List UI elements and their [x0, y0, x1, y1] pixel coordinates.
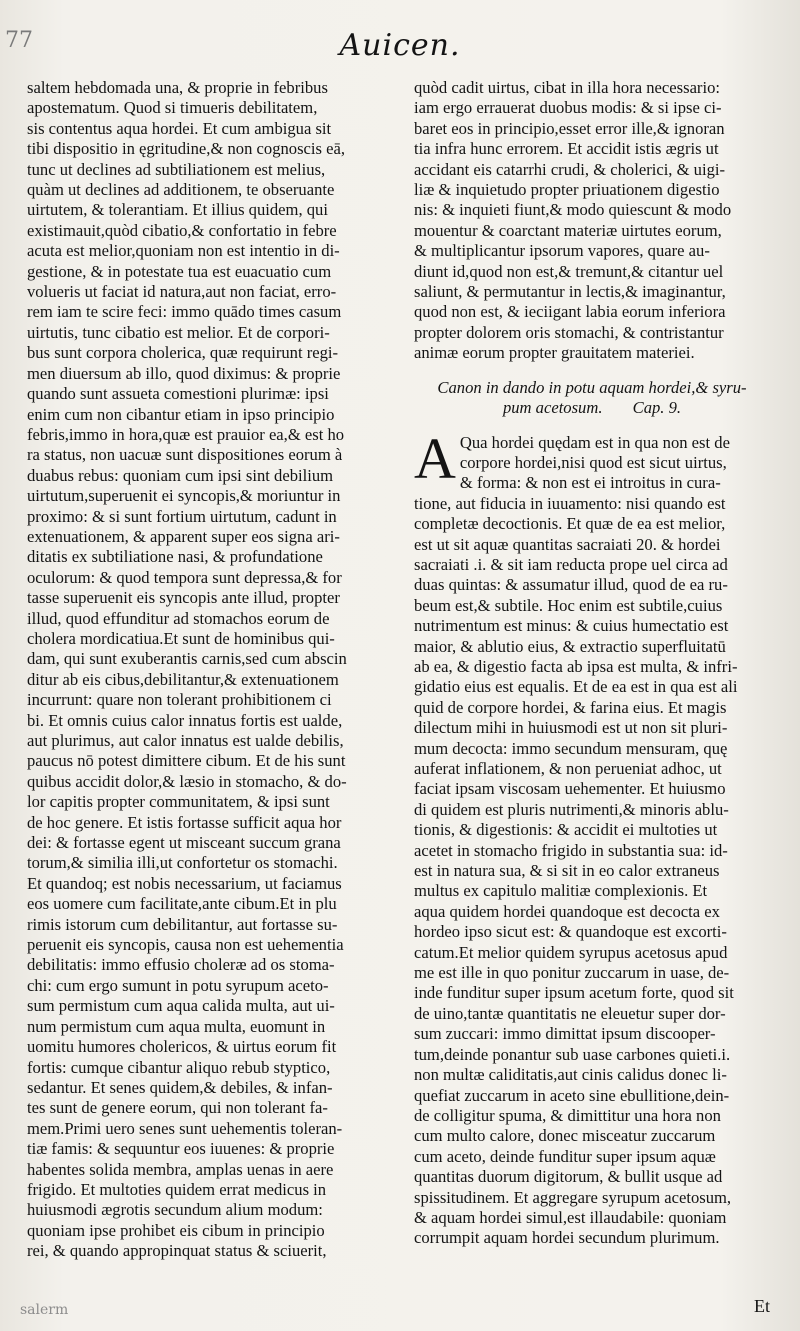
- text-line: quoniam ipse prohibet eis cibum in principio: [27, 1220, 325, 1240]
- text-line: maior, & ablutio eius, & extractio superfluitatū: [414, 636, 726, 656]
- chapter-label: Cap. 9.: [632, 398, 682, 418]
- text-line: volueris ut faciat id natura,aut non faciat, erro-: [27, 282, 337, 302]
- text-line: tione, aut fiducia in iuuamento: nisi quando est: [414, 493, 726, 513]
- text-line: ditatis ex subtiliatione nasi, & profundatione: [27, 547, 323, 567]
- text-line: aut plurimus, aut calor innatus est ualde debilis,: [27, 731, 344, 750]
- text-line: tiæ famis: & sequuntur eos iuuenes: & proprie: [27, 1139, 335, 1159]
- text-line: catum.Et melior quidem syrupus acetosus apud: [414, 942, 728, 962]
- text-line: de uino,tantæ quantitatis ne eleuetur super dor-: [414, 1003, 726, 1023]
- text-line: tia infra hunc errorem. Et accidit istis ægris ut: [414, 139, 719, 159]
- text-line: cholera mordicatiua.Et sunt de hominibus qui-: [27, 628, 335, 648]
- text-line: men diuersum ab illo, quod diximus: & proprie: [27, 363, 341, 383]
- chapter-heading-second: [414, 398, 770, 418]
- text-line: & forma: & non est ei introitus in cura-: [459, 473, 721, 493]
- text-line: hordeo ipso sicut est: & quandoque est excorti-: [414, 922, 727, 942]
- text-line: extenuationem, & apparent super eos signa ari-: [27, 526, 340, 546]
- text-line: quid de corpore hordei, & farina eius. Et magis: [414, 697, 727, 717]
- text-line: duabus rebus: quoniam cum ipsi sint debilium: [27, 465, 334, 485]
- text-line: febris,immo in hora,quæ est prauior ea,& est ho: [27, 424, 345, 444]
- text-line: gestione, & in potestate tua est euacuatio cum: [27, 261, 332, 281]
- text-line: ditur ab eis cibus,debilitantur,& extenuationem: [27, 669, 339, 689]
- text-line: gidatio eius est equalis. Et de ea est in qua est ali: [414, 677, 738, 697]
- text-line: eos uomere cum facilitate,ante cibum.Et in plu: [27, 894, 337, 914]
- text-line: illud, quod effunditur ad stomachos eorum de: [27, 608, 330, 628]
- right-column-top: [414, 78, 770, 364]
- text-line: spissitudinem. Et aggregare syrupum acetosum,: [414, 1187, 732, 1207]
- right-column: [414, 78, 770, 1249]
- text-line: de hoc genere. Et istis fortasse sufficit aqua hor: [27, 812, 342, 832]
- text-line: non multæ caliditatis,aut cinis calidus donec li-: [414, 1065, 727, 1085]
- text-line: fortis: cumque cibantur aliquo rebub styptico,: [27, 1057, 331, 1077]
- text-line: tes sunt de genere eorum, qui non tolerant fa-: [27, 1098, 328, 1118]
- left-column: [27, 78, 399, 1262]
- text-line: quod non est, & ieciigant labia eorum inferiora: [414, 302, 726, 322]
- text-line: dilectum mihi in huiusmodi est ut non sit pluri-: [414, 718, 728, 738]
- text-line: num permistum cum aqua multa, euomunt in: [27, 1016, 326, 1036]
- text-line: uirtutis, tunc cibatio est melior. Et de corpori-: [27, 322, 330, 342]
- text-line: animæ eorum propter grauitatem materiei.: [414, 343, 695, 363]
- text-line: tibi dispositio in ęgritudine,& non cognoscis eā,: [27, 139, 346, 159]
- text-line: beum est,& subtile. Hoc enim est subtile,cuius: [414, 595, 723, 615]
- text-line: est ut sit aquæ quantitas sacraiati 20. & hordei: [414, 534, 721, 554]
- text-line: mem.Primi uero senes sunt uehementis toleran-: [27, 1118, 343, 1138]
- text-line: auferat inflationem, & non perueniat adhoc, ut: [414, 759, 722, 778]
- text-line: cum multo calore, donec misceatur zuccarum: [414, 1126, 716, 1146]
- text-line: ra status, non uacuæ sunt dispositiones eorum à: [27, 445, 343, 465]
- text-line: quòd cadit uirtus, cibat in illa hora necessario:: [414, 78, 720, 97]
- text-line: bi. Et omnis cuius calor innatus fortis est ualde,: [27, 710, 343, 730]
- text-line: sis contentus aqua hordei. Et cum ambigua sit: [27, 118, 332, 138]
- dropcap-paragraph: [414, 425, 770, 494]
- text-line: rei, & quando appropinquat status & sciuerit,: [27, 1241, 327, 1261]
- text-line: acetet in stomacho frigido in substantia sua: id-: [414, 840, 728, 860]
- bottom-mark: salerm: [20, 1302, 69, 1318]
- catchword: Et: [754, 1296, 770, 1316]
- text-line: acuta est melior,quoniam non est intentio in di-: [27, 241, 340, 261]
- text-line: nutrimentum est minus: & cuius humectatio est: [414, 616, 729, 636]
- text-line: debilitatis: immo effusio choleræ ad os stoma-: [27, 955, 335, 975]
- text-line: huiusmodi ægrotis secundum alium modum:: [27, 1200, 323, 1220]
- spacer: [414, 364, 770, 378]
- text-line: quàm ut declines ad additionem, te obseruante: [27, 180, 335, 200]
- text-line: existimauit,quòd cibatio,& confortatio in febre: [27, 220, 337, 240]
- text-line: torum,& similia illi,ut confortetur os stomachi.: [27, 853, 338, 873]
- chapter-heading: [414, 378, 770, 398]
- text-line: enim cum non cibantur etiam in ipso principio: [27, 404, 335, 424]
- text-line: dam, qui sunt exuberantis carnis,sed cum abscin: [27, 649, 347, 669]
- text-line: habentes solida membra, amplas uenas in aere: [27, 1159, 334, 1179]
- text-line: uirtutem, & tolerantiam. Et illius quidem, qui: [27, 200, 328, 220]
- chapter-heading-line2: pum acetosum.: [502, 398, 603, 418]
- text-line: uirtutum,superuenit ei syncopis,& moriuntur in: [27, 486, 341, 506]
- text-line: faciat ipsam viscosam uehementer. Et huiusmo: [414, 779, 726, 799]
- text-line: sedantur. Et senes quidem,& debiles, & infan-: [27, 1077, 333, 1097]
- text-line: & multiplicantur ipsorum vapores, quare au-: [414, 241, 710, 261]
- text-line: corpore hordei,nisi quod est sicut uirtus,: [459, 452, 727, 472]
- text-line: multus ex capitulo malitiæ complexionis. Et: [414, 881, 708, 901]
- text-line: & aquam hordei simul,est illaudabile: quoniam: [414, 1207, 727, 1227]
- text-line: tunc ut declines ad subtiliationem est melius,: [27, 159, 326, 179]
- text-line: saliunt, & permutantur in lectis,& imaginantur,: [414, 282, 726, 302]
- text-line: uomitu humores cholericos, & uirtus eorum fit: [27, 1037, 337, 1057]
- text-line: paucus nō potest dimittere cibum. Et de his sunt: [27, 751, 346, 771]
- text-line: corrumpit aquam hordei secundum plurimum.: [414, 1228, 720, 1248]
- text-line: bus sunt corpora cholerica, quæ requirunt regi-: [27, 343, 339, 363]
- text-line: oculorum: & quod tempora sunt depressa,& for: [27, 567, 342, 587]
- text-line: saltem hebdomada una, & proprie in febribus: [27, 78, 328, 97]
- text-line: inde funditur super ipsum acetum forte, quod sit: [414, 983, 734, 1003]
- text-line: di quidem est pluris nutrimenti,& minoris ablu-: [414, 799, 729, 819]
- text-line: proximo: & si sunt fortium uirtutum, cadunt in: [27, 506, 337, 526]
- text-line: liæ & inquietudo propter priuationem digestio: [414, 180, 720, 200]
- text-line: chi: cum ergo sumunt in potu syrupum aceto-: [27, 975, 329, 995]
- text-line: diunt id,quod non est,& tremunt,& citantur uel: [414, 261, 724, 281]
- text-line: peruenit eis syncopis, causa non est uehementia: [27, 935, 344, 955]
- text-line: rem iam te scire feci: immo quādo times casum: [27, 302, 342, 322]
- text-line: propter dolorem oris stomachi, & contristantur: [414, 322, 724, 342]
- text-line: iam ergo errauerat duobus modis: & si ipse ci-: [414, 98, 722, 118]
- text-line: quantitas duorum digitorum, & bullit usque ad: [414, 1167, 723, 1187]
- text-line: mum decocta: immo secundum mensuram, quę: [414, 738, 728, 758]
- text-line: quefiat zuccarum in aceto sine ebullitione,dein-: [414, 1085, 730, 1105]
- spacer: [414, 419, 770, 433]
- text-line: accidant eis catarrhi crudi, & cholerici, & uigi-: [414, 159, 726, 179]
- text-line: me est ille in quo ponitur zuccarum in uase, de-: [414, 963, 730, 983]
- text-line: rimis istorum cum debilitantur, aut fortasse su-: [27, 914, 338, 934]
- running-head: Auicen.: [339, 28, 461, 63]
- text-line: Qua hordei quędam est in qua non est de: [459, 432, 730, 452]
- text-line: frigido. Et multoties quidem errat medicus in: [27, 1179, 327, 1199]
- chapter-heading-line1: Canon in dando in potu aquam hordei,& syru-: [437, 377, 747, 397]
- text-line: tum,deinde ponantur sub uase carbones quieti.i.: [414, 1044, 731, 1064]
- text-line: Et quandoq; est nobis necessarium, ut faciamus: [27, 873, 342, 893]
- text-line: est in natura sua, & si sit in eo calor extraneus: [414, 861, 720, 881]
- text-line: nis: & inquieti fiunt,& modo quiescunt & modo: [414, 200, 732, 220]
- right-column-body: [414, 494, 770, 1249]
- text-line: lor capitis propter communitatem, & ipsi sunt: [27, 792, 330, 812]
- text-line: sacraiati .i. & sit iam reducta prope uel circa ad: [414, 554, 728, 574]
- text-line: cum aceto, deinde funditur super ipsum aquæ: [414, 1146, 716, 1166]
- text-line: baret eos in principio,esset error ille,& ignoran: [414, 118, 725, 138]
- text-line: de colligitur spuma, & dimittitur una hora non: [414, 1105, 721, 1125]
- text-line: dei: & fortasse egent ut misceant succum grana: [27, 833, 341, 853]
- text-line: sum permistum cum aqua calida multa, aut ui-: [27, 996, 335, 1016]
- text-line: duas quintas: & assumatur illud, quod de ea ru-: [414, 575, 728, 595]
- dropcap-lines: [414, 425, 770, 494]
- text-line: sum zuccari: immo dimittat ipsum discooper-: [414, 1024, 716, 1044]
- text-line: ab ea, & digestio facta ab ipsa est multa, & infri-: [414, 656, 738, 676]
- text-line: mouentur & coarctant materiæ uirtutes eorum,: [414, 220, 722, 240]
- text-line: incurrunt: quare non tolerant prohibitionem ci: [27, 690, 332, 710]
- text-line: tionis, & digestionis: & accidit ei multoties ut: [414, 820, 718, 840]
- drop-cap-letter: A: [414, 425, 456, 491]
- text-line: apostematum. Quod si timueris debilitatem,: [27, 98, 318, 118]
- text-line: tasse superuenit eis syncopis ante illud, propter: [27, 588, 340, 608]
- text-line: quando sunt assueta comestioni plurimæ: ipsi: [27, 384, 329, 404]
- text-line: quibus accidit dolor,& læsio in stomacho, & do-: [27, 771, 347, 791]
- folio-mark: 77: [5, 28, 33, 53]
- text-line: completæ decoctionis. Et quæ de ea est melior,: [414, 514, 726, 534]
- text-line: aqua quidem hordei quandoque est decocta ex: [414, 901, 720, 921]
